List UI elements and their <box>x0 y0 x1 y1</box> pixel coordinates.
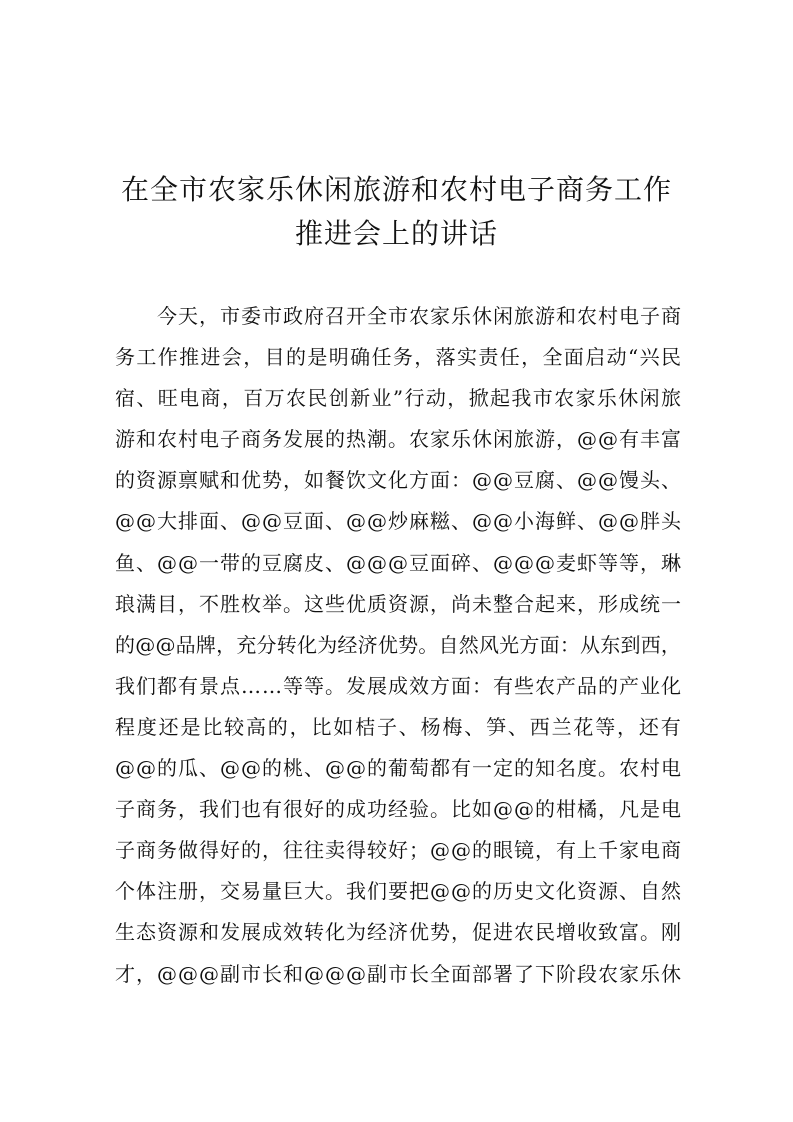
paragraph-line: 今 天 ， 市 委 市 政 府 召 开 全 市 农 家 乐 休 闲 旅 游 和 农 村 电 子 商 <box>157 304 681 328</box>
paragraph-line: @ @ 的 瓜 、 @ @ 的 桃 、 @ @ 的 葡 萄 都 有 一 定 的 知 名 度 。 农 村 电 <box>115 756 681 781</box>
paragraph-line: @ @ 大 排 面 、 @ @ 豆 面 、 @ @ 炒 麻 糍 、 @ @ 小 海 鲜 、 @ @ 胖 头 <box>115 509 681 534</box>
paragraph-line: 子 商 务 做 得 好 的 ， 往 往 卖 得 较 好 ； @ @ 的 眼 镜 ， 有 上 千 家 电 商 <box>115 838 681 863</box>
title-line-1: 在全市农家乐休闲旅游和农村电子商务工作 <box>120 173 672 206</box>
paragraph-line: 程 度 还 是 比 较 高 的 ， 比 如 桔 子 、 杨 梅 、 笋 、 西 兰 花 等 ， 还 有 <box>115 714 681 739</box>
paragraph-line: 的 资 源 禀 赋 和 优 势 ， 如 餐 饮 文 化 方 面 ： @ @ 豆 腐 、 @ @ 馒 头 、 <box>115 468 681 493</box>
title-line-2: 推进会上的讲话 <box>294 217 498 250</box>
document-title <box>100 168 693 256</box>
paragraph-line: 生 态 资 源 和 发 展 成 效 转 化 为 经 济 优 势 ， 促 进 农 民 增 收 致 富 。 刚 <box>115 920 681 945</box>
paragraph-line: 游 和 农 村 电 子 商 务 发 展 的 热 潮 。 农 家 乐 休 闲 旅 游 ， @ @ 有 丰 富 <box>115 427 681 452</box>
paragraph-line: 务 工 作 推 进 会 ， 目 的 是 明 确 任 务 ， 落 实 责 任 ， 全 面 启 动 “ 兴 民 <box>115 345 681 370</box>
paragraph-line: 我 们 都 有 景 点 … … 等 等 。 发 展 成 效 方 面 ： 有 些 农 产 品 的 产 业 化 <box>115 673 681 698</box>
paragraph-line: 才 ， @ @ @ 副 市 长 和 @ @ @ 副 市 长 全 面 部 署 了 下 阶 段 农 家 乐 休 <box>115 961 681 986</box>
paragraph-line: 鱼 、 @ @ 一 带 的 豆 腐 皮 、 @ @ @ 豆 面 碎 、 @ @ @ 麦 虾 等 等 ， 琳 <box>115 550 681 575</box>
paragraph-line: 宿 、 旺 电 商 ， 百 万 农 民 创 新 业 ” 行 动 ， 掀 起 我 市 农 家 乐 休 闲 旅 <box>115 386 681 411</box>
paragraph-line: 子 商 务 ， 我 们 也 有 很 好 的 成 功 经 验 。 比 如 @ @ 的 柑 橘 ， 凡 是 电 <box>115 797 681 822</box>
paragraph-line: 的 @ @ 品 牌 ， 充 分 转 化 为 经 济 优 势 。 自 然 风 光 方 面 ： 从 东 到 西 ， <box>115 632 681 657</box>
paragraph-line: 琅 满 目 ， 不 胜 枚 举 。 这 些 优 质 资 源 ， 尚 未 整 合 起 来 ， 形 成 统 一 <box>115 591 681 616</box>
document-body-paragraph <box>115 296 681 995</box>
paragraph-line: 个 体 注 册 ， 交 易 量 巨 大 。 我 们 要 把 @ @ 的 历 史 文 化 资 源 、 自 然 <box>115 879 681 904</box>
